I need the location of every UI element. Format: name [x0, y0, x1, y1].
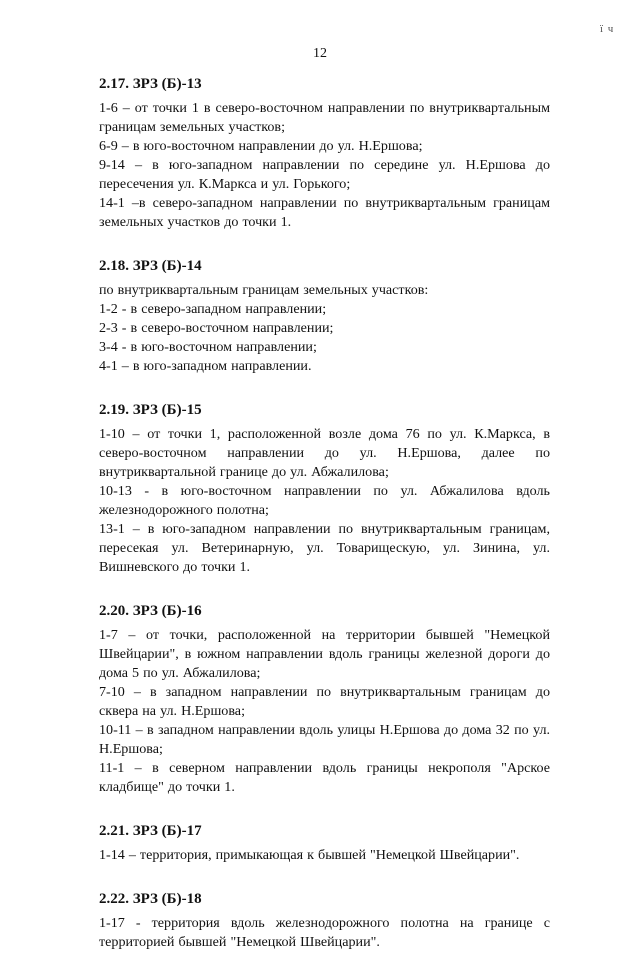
- section-heading: 2.22. ЗРЗ (Б)-18: [99, 891, 202, 907]
- section-paragraph: 4-1 – в юго-западном направлении.: [99, 358, 312, 374]
- section-paragraph: по внутриквартальным границам земельных участков:: [99, 282, 429, 298]
- section-paragraph: 1-10 – от точки 1, расположенной возле дома 76 по ул. К.Маркса, в северо-восточном направлении до ул. Н.Ершова, далее по внутриквартальной границе до ул. Абжалилова;: [99, 426, 550, 480]
- section-heading: 2.20. ЗРЗ (Б)-16: [99, 603, 202, 619]
- section-paragraph: 10-13 - в юго-восточном направлении по ул. Абжалилова вдоль железнодорожного полотна;: [99, 483, 550, 518]
- section-heading: 2.18. ЗРЗ (Б)-14: [99, 258, 202, 274]
- section-paragraph: 1-14 – территория, примыкающая к бывшей "Немецкой Швейцарии".: [99, 847, 520, 863]
- section-paragraph: 10-11 – в западном направлении вдоль улицы Н.Ершова до дома 32 по ул. Н.Ершова;: [99, 722, 550, 757]
- section-2-17: [99, 75, 550, 232]
- section-2-18: [99, 257, 550, 376]
- handwritten-corner-mark: ї ч: [600, 23, 615, 35]
- section-paragraph: 1-2 - в северо-западном направлении;: [99, 301, 327, 317]
- page-number: 12: [313, 46, 327, 61]
- section-paragraph: 3-4 - в юго-восточном направлении;: [99, 339, 317, 355]
- section-paragraph: 7-10 – в западном направлении по внутриквартальным границам до сквера на ул. Н.Ершова;: [99, 684, 550, 719]
- document-body: [99, 75, 550, 977]
- section-paragraph: 2-3 - в северо-восточном направлении;: [99, 320, 334, 336]
- section-paragraph: 9-14 – в юго-западном направлении по середине ул. Н.Ершова до пересечения ул. К.Маркса и ул. Горького;: [99, 157, 550, 192]
- section-heading: 2.19. ЗРЗ (Б)-15: [99, 402, 202, 418]
- section-paragraph: 1-6 – от точки 1 в северо-восточном направлении по внутриквартальным границам земельных участков;: [99, 100, 550, 135]
- section-paragraph: 13-1 – в юго-западном направлении по внутриквартальным границам, пересекая ул. Ветеринарную, ул. Товарищескую, ул. Зинина, ул. Вишневского до точки 1.: [99, 521, 550, 575]
- section-paragraph: 11-1 – в северном направлении вдоль границы некрополя "Арское кладбище" до точки 1.: [99, 760, 550, 795]
- section-paragraph: 1-7 – от точки, расположенной на территории бывшей "Немецкой Швейцарии", в южном направлении вдоль границы железной дороги до дома 5 по ул. Абжалилова;: [99, 627, 550, 681]
- section-paragraph: 1-17 - территория вдоль железнодорожного полотна на границе с территорией бывшей "Немецкой Швейцарии".: [99, 915, 550, 950]
- section-2-20: [99, 602, 550, 797]
- section-heading: 2.21. ЗРЗ (Б)-17: [99, 823, 202, 839]
- section-heading: 2.17. ЗРЗ (Б)-13: [99, 76, 202, 92]
- section-2-19: [99, 401, 550, 577]
- section-2-21: [99, 822, 550, 865]
- section-paragraph: 6-9 – в юго-восточном направлении до ул. Н.Ершова;: [99, 138, 423, 154]
- section-paragraph: 14-1 –в северо-западном направлении по внутриквартальным границам земельных участков до точки 1.: [99, 195, 550, 230]
- section-2-22: [99, 890, 550, 952]
